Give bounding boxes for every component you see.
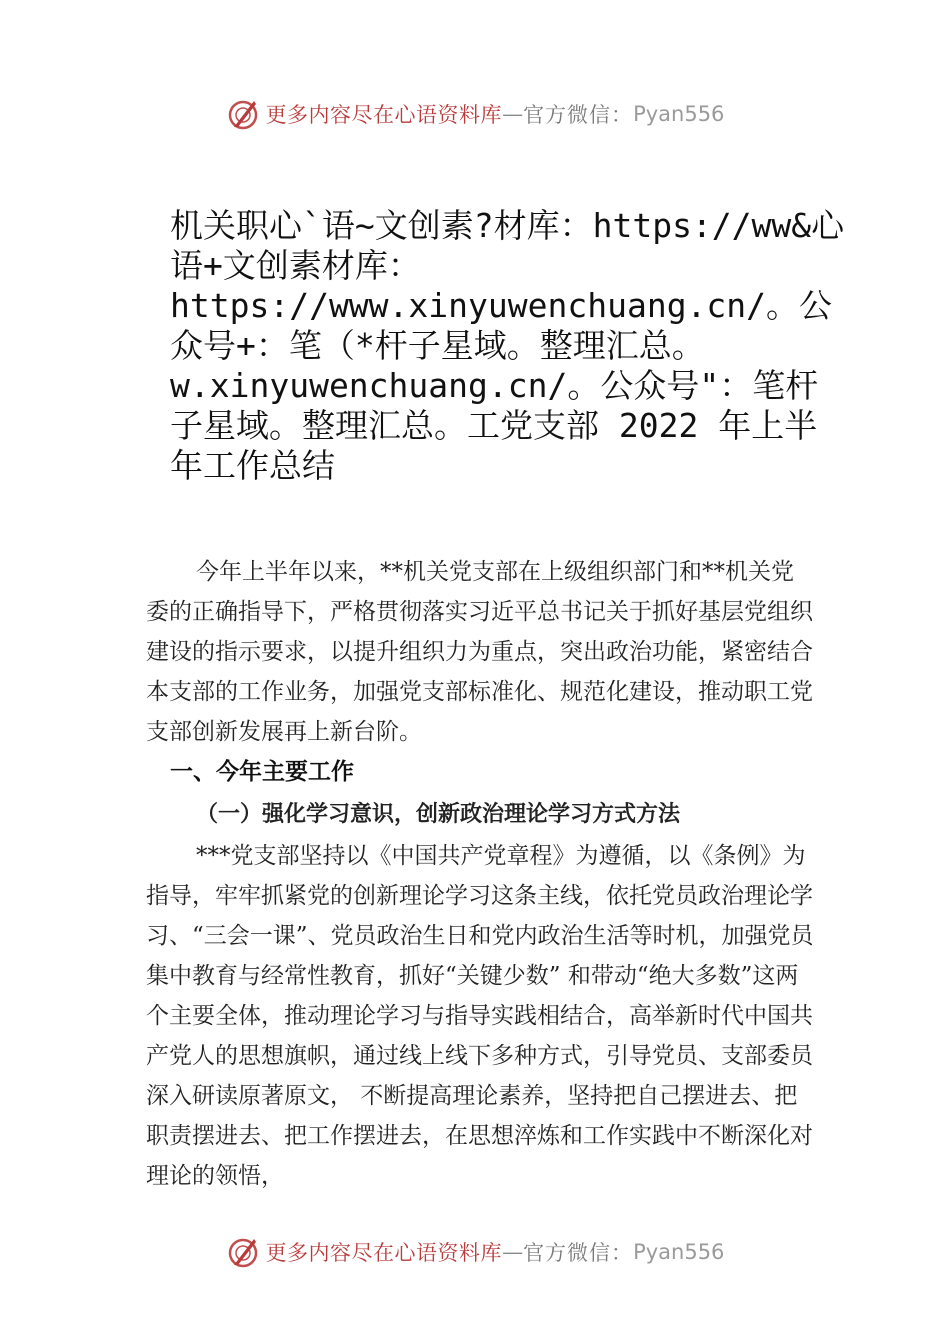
banner-slogan: 更多内容尽在心语资料库 <box>265 1241 503 1265</box>
banner-wechat-label: 官方微信： <box>523 103 634 127</box>
banner-wechat-id: Pyan556 <box>633 102 725 126</box>
subsection-heading: （一）强化学习意识，创新政治理论学习方式方法 <box>196 801 681 827</box>
banner-wechat-label: 官方微信： <box>523 1241 634 1265</box>
banner-separator: — <box>502 102 524 126</box>
banner-slogan: 更多内容尽在心语资料库 <box>265 103 503 127</box>
body-paragraph: ***党支部坚持以《中国共产党章程》为遵循，以《条例》为指导，牢牢抓紧党的创新理论学习这条主线，依托党员政治理论学习、“三会一课”、党员政治生日和党内政治生活等时机，加强党员集中教育与经常性教育，抓好“关键少数” 和带动“绝大多数”这两个主要全体，推动理论学习与指导实践相结合，高举新时代中国共产党人的思想旗帜，通过线上线下多种方式，引导党员、支部委员深入研读原著原文， 不断提高理论素养，坚持把自己摆进去、把职责摆进去、把工作摆进去，在思想淬炼和工作实践中不断深化对理论的领悟， <box>146 843 814 1189</box>
footer-banner <box>0 1232 950 1272</box>
intro-paragraph: 今年上半年以来，**机关党支部在上级组织部门和**机关党委的正确指导下，严格贯彻落实习近平总书记关于抓好基层党组织建设的指示要求，以提升组织力为重点，突出政治功能，紧密结合本支部的工作业务，加强党支部标准化、规范化建设，推动职工党支部创新发展再上新台阶。 <box>146 559 813 745</box>
header-banner <box>0 94 950 134</box>
section-heading: 一、今年主要工作 <box>170 759 354 785</box>
document-title: 机关职心`语~文创素?材库：https://ww&心语+文创素材库：https://www.xinyuwenchuang.cn/。公众号+：笔（*杆子星域。整理汇总。w.xinyuwenchuang.cn/。公众号"：笔杆子星域。整理汇总。工党支部 2022 年上半年工作总结 <box>170 206 845 485</box>
banner-wechat-id: Pyan556 <box>633 1240 725 1264</box>
banner-separator: — <box>502 1240 524 1264</box>
quill-pen-logo-icon <box>226 97 260 131</box>
quill-pen-logo-icon <box>226 1235 260 1269</box>
